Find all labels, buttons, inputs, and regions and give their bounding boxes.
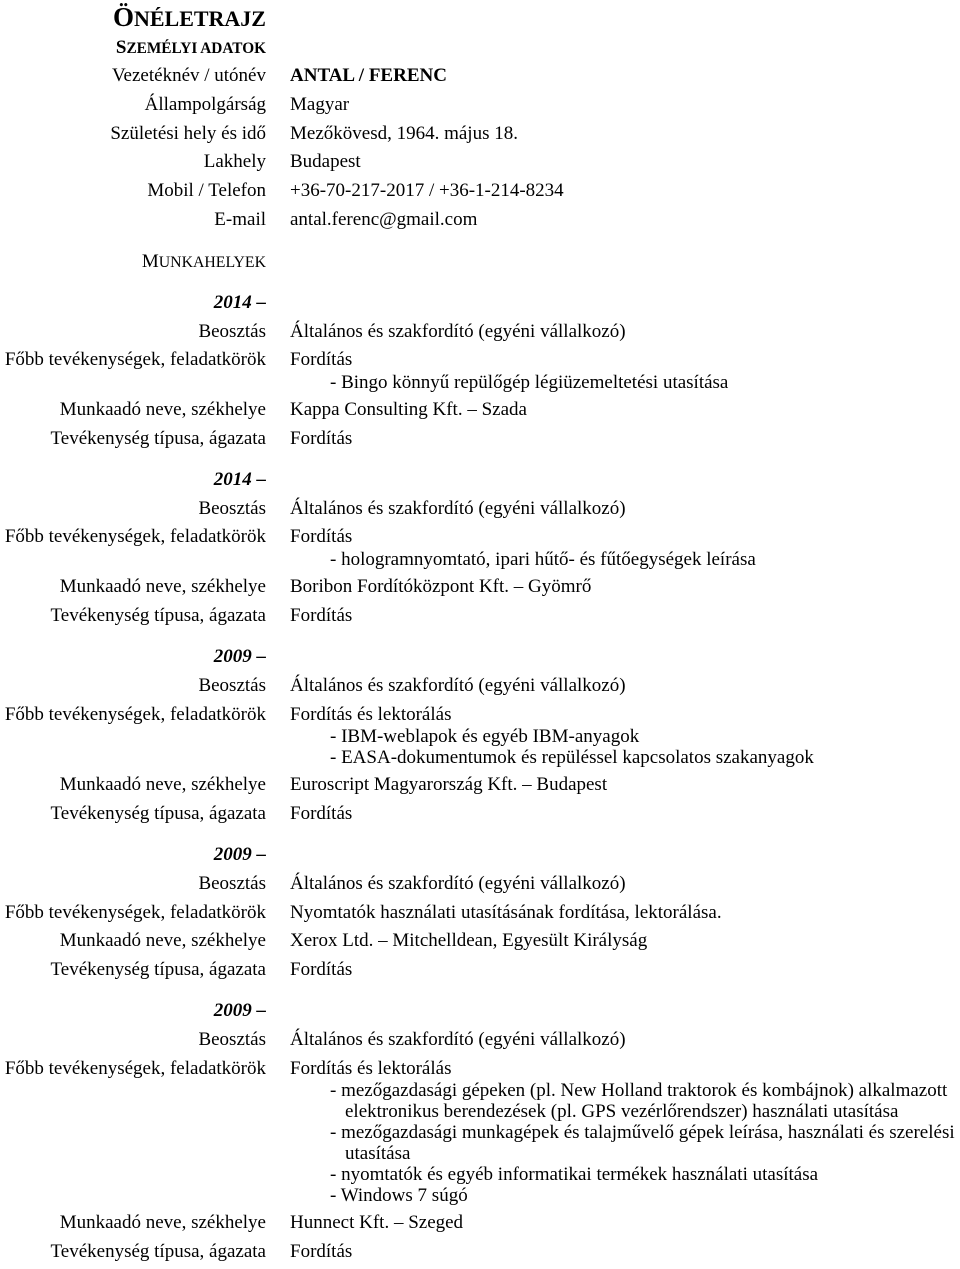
job-entry bbox=[0, 466, 960, 630]
activities-value: Nyomtatók használati utasításának fordítása, lektorálása. bbox=[290, 901, 722, 923]
activity-detail-continuation: utasítása bbox=[345, 1143, 411, 1165]
employer-value: Boribon Fordítóközpont Kft. – Gyömrő bbox=[290, 576, 592, 598]
job-period: 2009 – bbox=[213, 1000, 266, 1022]
job-period-row bbox=[0, 841, 960, 870]
citizenship-label: Állampolgárság bbox=[144, 93, 266, 115]
workplaces-heading: MUNKAHELYEK bbox=[141, 250, 266, 272]
personal-row-name bbox=[0, 62, 960, 91]
job-sector-row bbox=[0, 800, 960, 829]
job-activities-row bbox=[0, 701, 960, 730]
employer-value: Xerox Ltd. – Mitchelldean, Egyesült Királyság bbox=[290, 930, 648, 952]
job-employer-row bbox=[0, 1209, 960, 1238]
job-position-row bbox=[0, 672, 960, 701]
sector-label: Tevékenység típusa, ágazata bbox=[50, 802, 266, 824]
activities-value: Fordítás és lektorálás bbox=[290, 703, 452, 725]
personal-row-email bbox=[0, 206, 960, 235]
residence-value: Budapest bbox=[290, 151, 361, 173]
position-label: Beosztás bbox=[198, 1028, 266, 1050]
personal-row-birth bbox=[0, 120, 960, 149]
job-period-row bbox=[0, 997, 960, 1026]
activity-detail-line: - hologramnyomtató, ipari hűtő- és fűtőegységek leírása bbox=[330, 549, 756, 571]
sector-value: Fordítás bbox=[290, 958, 353, 980]
job-period-row bbox=[0, 289, 960, 318]
job-activities-row bbox=[0, 346, 960, 375]
employer-label: Munkaadó neve, székhelye bbox=[59, 774, 266, 796]
job-activities-row bbox=[0, 899, 960, 928]
activity-detail-continuation: elektronikus berendezések (pl. GPS vezérlőrendszer) használati utasítása bbox=[345, 1101, 899, 1123]
employer-label: Munkaadó neve, székhelye bbox=[59, 399, 266, 421]
birth-label: Születési hely és idő bbox=[110, 122, 266, 144]
position-value: Általános és szakfordító (egyéni vállalkozó) bbox=[290, 1028, 626, 1050]
job-sector-row bbox=[0, 602, 960, 631]
position-value: Általános és szakfordító (egyéni vállalkozó) bbox=[290, 674, 626, 696]
employer-label: Munkaadó neve, székhelye bbox=[59, 1212, 266, 1234]
job-position-row bbox=[0, 318, 960, 347]
position-value: Általános és szakfordító (egyéni vállalkozó) bbox=[290, 497, 626, 519]
job-entry bbox=[0, 643, 960, 828]
job-period: 2009 – bbox=[213, 844, 266, 866]
sector-value: Fordítás bbox=[290, 604, 353, 626]
job-sector-row bbox=[0, 425, 960, 454]
job-period: 2014 – bbox=[213, 292, 266, 314]
position-label: Beosztás bbox=[198, 497, 266, 519]
email-label: E-mail bbox=[214, 208, 266, 230]
employer-label: Munkaadó neve, székhelye bbox=[59, 576, 266, 598]
personal-row-phone bbox=[0, 177, 960, 206]
job-entry bbox=[0, 841, 960, 984]
employer-value: Kappa Consulting Kft. – Szada bbox=[290, 399, 527, 421]
job-position-row bbox=[0, 495, 960, 524]
employer-value: Euroscript Magyarország Kft. – Budapest bbox=[290, 774, 608, 796]
job-period-row bbox=[0, 466, 960, 495]
job-activities-row bbox=[0, 523, 960, 552]
employer-value: Hunnect Kft. – Szeged bbox=[290, 1212, 464, 1234]
activity-detail-line: - mezőgazdasági gépeken (pl. New Holland traktorok és kombájnok) alkalmazott bbox=[330, 1080, 948, 1102]
activity-details bbox=[0, 372, 960, 393]
job-position-row bbox=[0, 870, 960, 899]
sector-label: Tevékenység típusa, ágazata bbox=[50, 958, 266, 980]
sector-value: Fordítás bbox=[290, 1240, 353, 1262]
activity-detail-line: - nyomtatók és egyéb informatikai termékek használati utasítása bbox=[330, 1164, 819, 1186]
activity-detail-line: - EASA-dokumentumok és repüléssel kapcsolatos szakanyagok bbox=[330, 747, 814, 769]
residence-label: Lakhely bbox=[203, 151, 266, 173]
employer-label: Munkaadó neve, székhelye bbox=[59, 930, 266, 952]
activity-details bbox=[0, 1080, 960, 1206]
job-period: 2014 – bbox=[213, 469, 266, 491]
sector-label: Tevékenység típusa, ágazata bbox=[50, 427, 266, 449]
activities-label: Főbb tevékenységek, feladatkörök bbox=[4, 703, 266, 725]
position-value: Általános és szakfordító (egyéni vállalkozó) bbox=[290, 872, 626, 894]
personal-data-heading: SZEMÉLYI ADATOK bbox=[115, 37, 266, 58]
activities-value: Fordítás bbox=[290, 526, 353, 548]
activities-value: Fordítás bbox=[290, 349, 353, 371]
activity-details bbox=[0, 549, 960, 570]
document-title: ÖNÉLETRAJZ bbox=[112, 2, 266, 32]
phone-label: Mobil / Telefon bbox=[147, 180, 266, 202]
job-employer-row bbox=[0, 927, 960, 956]
activity-detail-line: - IBM-weblapok és egyéb IBM-anyagok bbox=[330, 726, 640, 748]
job-position-row bbox=[0, 1026, 960, 1055]
name-value: ANTAL / FERENC bbox=[290, 65, 447, 86]
citizenship-value: Magyar bbox=[290, 93, 350, 115]
job-sector-row bbox=[0, 956, 960, 985]
sector-value: Fordítás bbox=[290, 427, 353, 449]
sector-value: Fordítás bbox=[290, 802, 353, 824]
job-employer-row bbox=[0, 396, 960, 425]
personal-row-residence bbox=[0, 148, 960, 177]
sector-label: Tevékenység típusa, ágazata bbox=[50, 604, 266, 626]
job-sector-row bbox=[0, 1238, 960, 1267]
activity-detail-line: - Windows 7 súgó bbox=[330, 1185, 468, 1207]
position-label: Beosztás bbox=[198, 872, 266, 894]
job-entry bbox=[0, 997, 960, 1266]
activities-label: Főbb tevékenységek, feladatkörök bbox=[4, 901, 266, 923]
activities-label: Főbb tevékenységek, feladatkörök bbox=[4, 1057, 266, 1079]
name-label: Vezetéknév / utónév bbox=[111, 65, 266, 86]
activities-value: Fordítás és lektorálás bbox=[290, 1057, 452, 1079]
personal-row-citizenship bbox=[0, 91, 960, 120]
job-employer-row bbox=[0, 573, 960, 602]
position-label: Beosztás bbox=[198, 320, 266, 342]
activity-detail-line: - mezőgazdasági munkagépek és talajművelő gépek leírása, használati és szerelési bbox=[330, 1122, 955, 1144]
position-value: Általános és szakfordító (egyéni vállalkozó) bbox=[290, 320, 626, 342]
activities-label: Főbb tevékenységek, feladatkörök bbox=[4, 349, 266, 371]
email-value: antal.ferenc@gmail.com bbox=[290, 208, 478, 230]
job-period: 2009 – bbox=[213, 646, 266, 668]
activity-details bbox=[0, 726, 960, 768]
job-activities-row bbox=[0, 1055, 960, 1084]
activities-label: Főbb tevékenységek, feladatkörök bbox=[4, 526, 266, 548]
sector-label: Tevékenység típusa, ágazata bbox=[50, 1240, 266, 1262]
job-employer-row bbox=[0, 771, 960, 800]
position-label: Beosztás bbox=[198, 674, 266, 696]
phone-value: +36-70-217-2017 / +36-1-214-8234 bbox=[290, 180, 564, 202]
job-entry bbox=[0, 289, 960, 453]
personal-data-section bbox=[0, 62, 960, 235]
activity-detail-line: - Bingo könnyű repülőgép légiüzemeltetési utasítása bbox=[330, 372, 729, 394]
job-period-row bbox=[0, 643, 960, 672]
birth-value: Mezőkövesd, 1964. május 18. bbox=[290, 122, 518, 144]
